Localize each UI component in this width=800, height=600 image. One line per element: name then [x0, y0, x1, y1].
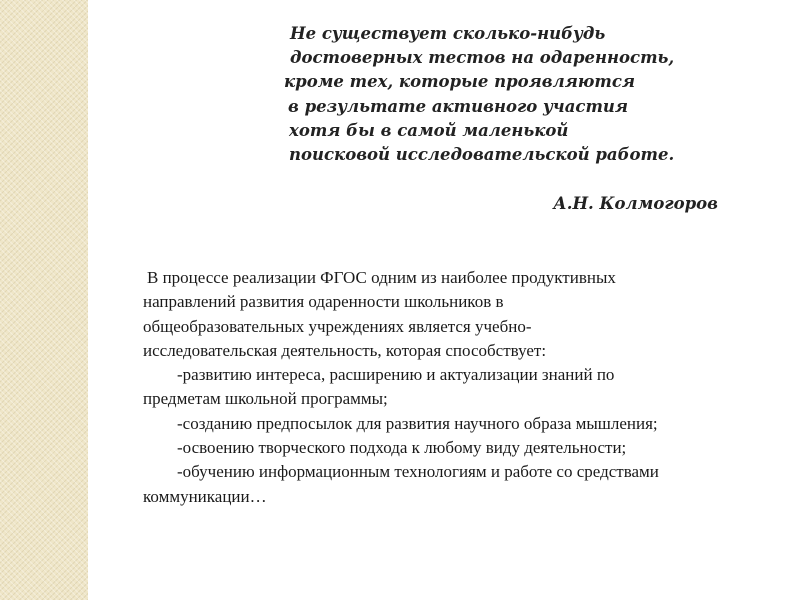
- list-item-continuation: коммуникации…: [143, 486, 267, 506]
- quote-line: поисковой исследовательской работе.: [289, 145, 675, 165]
- list-item-continuation: предметам школьной программы;: [143, 389, 388, 409]
- decorative-side-band: [0, 0, 88, 600]
- epigraph-quote: [282, 22, 742, 167]
- list-item: -обучению информационным технологиям и работе со средствами: [177, 462, 659, 482]
- quote-line: кроме тех, которые проявляются: [284, 72, 636, 92]
- body-line: направлений развития одаренности школьников в: [143, 292, 504, 312]
- list-item: -освоению творческого подхода к любому виду деятельности;: [177, 438, 627, 458]
- quote-line: в результате активного участия: [288, 96, 629, 116]
- quote-line: Не существует сколько-нибудь: [290, 24, 606, 43]
- body-line: В процессе реализации ФГОС одним из наиболее продуктивных: [147, 268, 616, 287]
- quote-line: хотя бы в самой маленькой: [289, 120, 569, 140]
- list-item: -развитию интереса, расширению и актуализации знаний по: [177, 365, 615, 385]
- quote-author: А.Н. Колмогоров: [553, 194, 718, 213]
- list-item: -созданию предпосылок для развития научного образа мышления;: [177, 413, 658, 433]
- body-paragraph: [143, 266, 783, 509]
- body-line: исследовательская деятельность, которая способствует:: [143, 340, 547, 360]
- quote-line: достоверных тестов на одаренность,: [290, 48, 675, 68]
- body-line: общеобразовательных учреждениях является учебно-: [143, 316, 532, 336]
